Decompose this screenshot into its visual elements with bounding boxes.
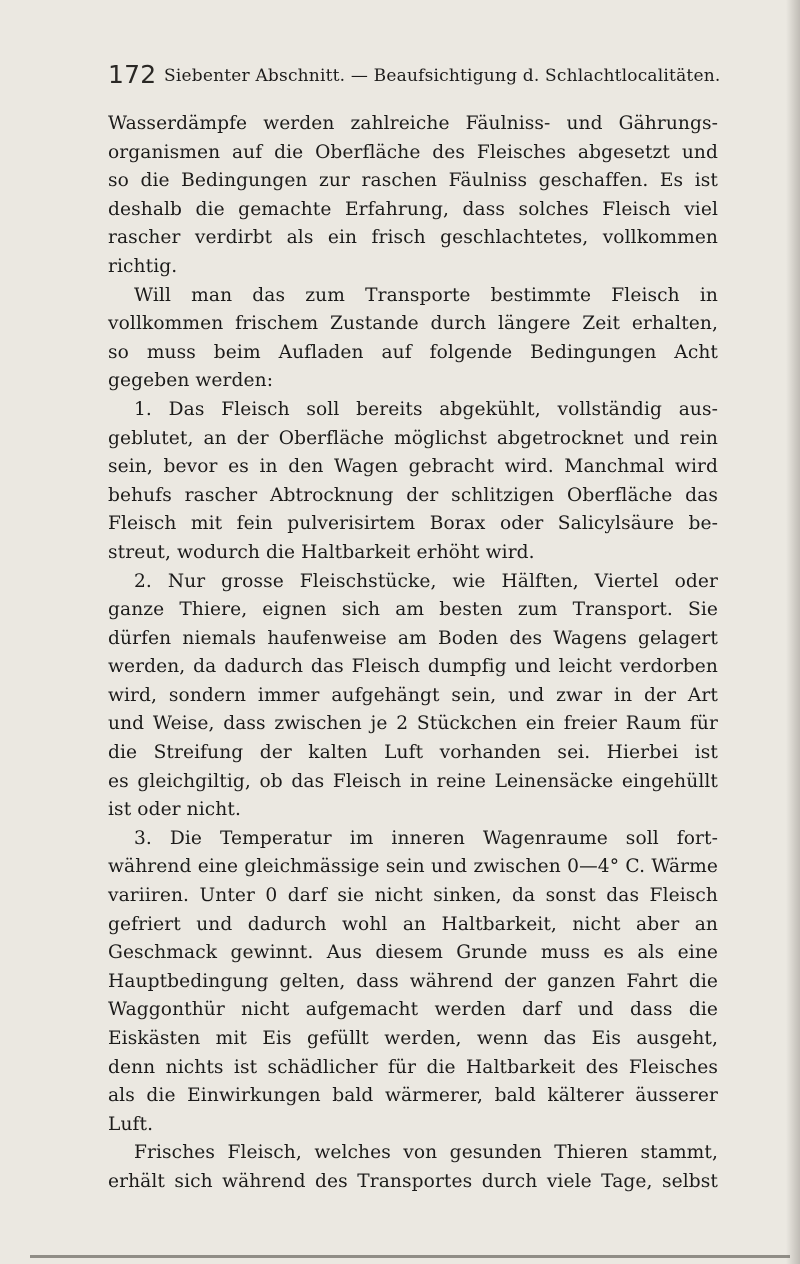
text-line: 1. Das Fleisch soll bereits abgekühlt, vollständig aus-	[134, 398, 718, 420]
text-line: ist oder nicht.	[108, 799, 241, 821]
text-line: 3. Die Temperatur im inneren Wagenraume soll fort-	[134, 827, 718, 849]
text-line: so die Bedingungen zur raschen Fäulniss geschaffen. Es ist	[108, 170, 718, 192]
text-line: variiren. Unter 0 darf sie nicht sinken, da sonst das Fleisch	[108, 885, 718, 907]
text-line: Wasserdämpfe werden zahlreiche Fäulniss- und Gährungs-	[108, 113, 718, 134]
text-line: behufs rascher Abtrocknung der schlitzigen Oberfläche das	[108, 484, 718, 506]
text-line: richtig.	[108, 255, 178, 277]
text-line: werden, da dadurch das Fleisch dumpfig und leicht verdorben	[108, 656, 718, 678]
text-line: als die Einwirkungen bald wärmerer, bald kälterer äusserer	[108, 1085, 718, 1107]
text-line: Waggonthür nicht aufgemacht werden darf und dass die	[108, 999, 718, 1021]
text-line: denn nichts ist schädlicher für die Haltbarkeit des Fleisches	[108, 1056, 718, 1078]
text-line: rascher verdirbt als ein frisch geschlachtetes, vollkommen	[108, 227, 718, 249]
text-line: sein, bevor es in den Wagen gebracht wird. Manchmal wird	[108, 456, 718, 478]
text-line: geblutet, an der Oberfläche möglichst abgetrocknet und rein	[108, 427, 718, 449]
page-edge-shadow	[786, 0, 800, 1264]
page-number: 172	[108, 60, 157, 89]
page-header	[108, 60, 721, 94]
text-line: deshalb die gemachte Erfahrung, dass solches Fleisch viel	[108, 198, 718, 220]
text-line: gefriert und dadurch wohl an Haltbarkeit, nicht aber an	[108, 913, 718, 935]
text-line: Fleisch mit fein pulverisirtem Borax oder Salicylsäure be-	[108, 513, 718, 535]
text-line: Frisches Fleisch, welches von gesunden Thieren stammt,	[134, 1142, 718, 1164]
text-line: organismen auf die Oberfläche des Fleisches abgesetzt und	[108, 141, 718, 163]
text-line: Hauptbedingung gelten, dass während der ganzen Fahrt die	[108, 970, 718, 992]
body-text	[108, 110, 718, 1197]
running-head: Siebenter Abschnitt. — Beaufsichtigung d. Schlachtlocalitäten.	[164, 66, 721, 86]
text-line: es gleichgiltig, ob das Fleisch in reine Leinensäcke eingehüllt	[108, 770, 718, 792]
text-line: Eiskästen mit Eis gefüllt werden, wenn das Eis ausgeht,	[108, 1028, 718, 1049]
text-line: so muss beim Aufladen auf folgende Bedingungen Acht	[108, 341, 718, 363]
text-line: die Streifung der kalten Luft vorhanden sei. Hierbei ist	[108, 742, 718, 764]
page-bottom-edge	[30, 1255, 790, 1258]
text-line: dürfen niemals haufenweise am Boden des Wagens gelagert	[108, 627, 718, 649]
text-line: streut, wodurch die Haltbarkeit erhöht wird.	[108, 541, 535, 563]
text-line: während eine gleichmässige sein und zwischen 0—4° C. Wärme	[108, 856, 718, 878]
text-line: Luft.	[108, 1113, 154, 1135]
text-line: gegeben werden:	[108, 370, 274, 392]
text-line: Geschmack gewinnt. Aus diesem Grunde muss es als eine	[108, 942, 718, 964]
text-line: erhält sich während des Transportes durch viele Tage, selbst	[108, 1170, 718, 1192]
text-line: Will man das zum Transporte bestimmte Fleisch in	[134, 284, 718, 306]
text-line: wird, sondern immer aufgehängt sein, und zwar in der Art	[108, 684, 718, 706]
text-line: und Weise, dass zwischen je 2 Stückchen ein freier Raum für	[108, 713, 718, 735]
text-line: 2. Nur grosse Fleischstücke, wie Hälften, Viertel oder	[134, 570, 718, 592]
text-line: ganze Thiere, eignen sich am besten zum Transport. Sie	[108, 599, 718, 621]
text-line: vollkommen frischem Zustande durch längere Zeit erhalten,	[108, 313, 718, 335]
